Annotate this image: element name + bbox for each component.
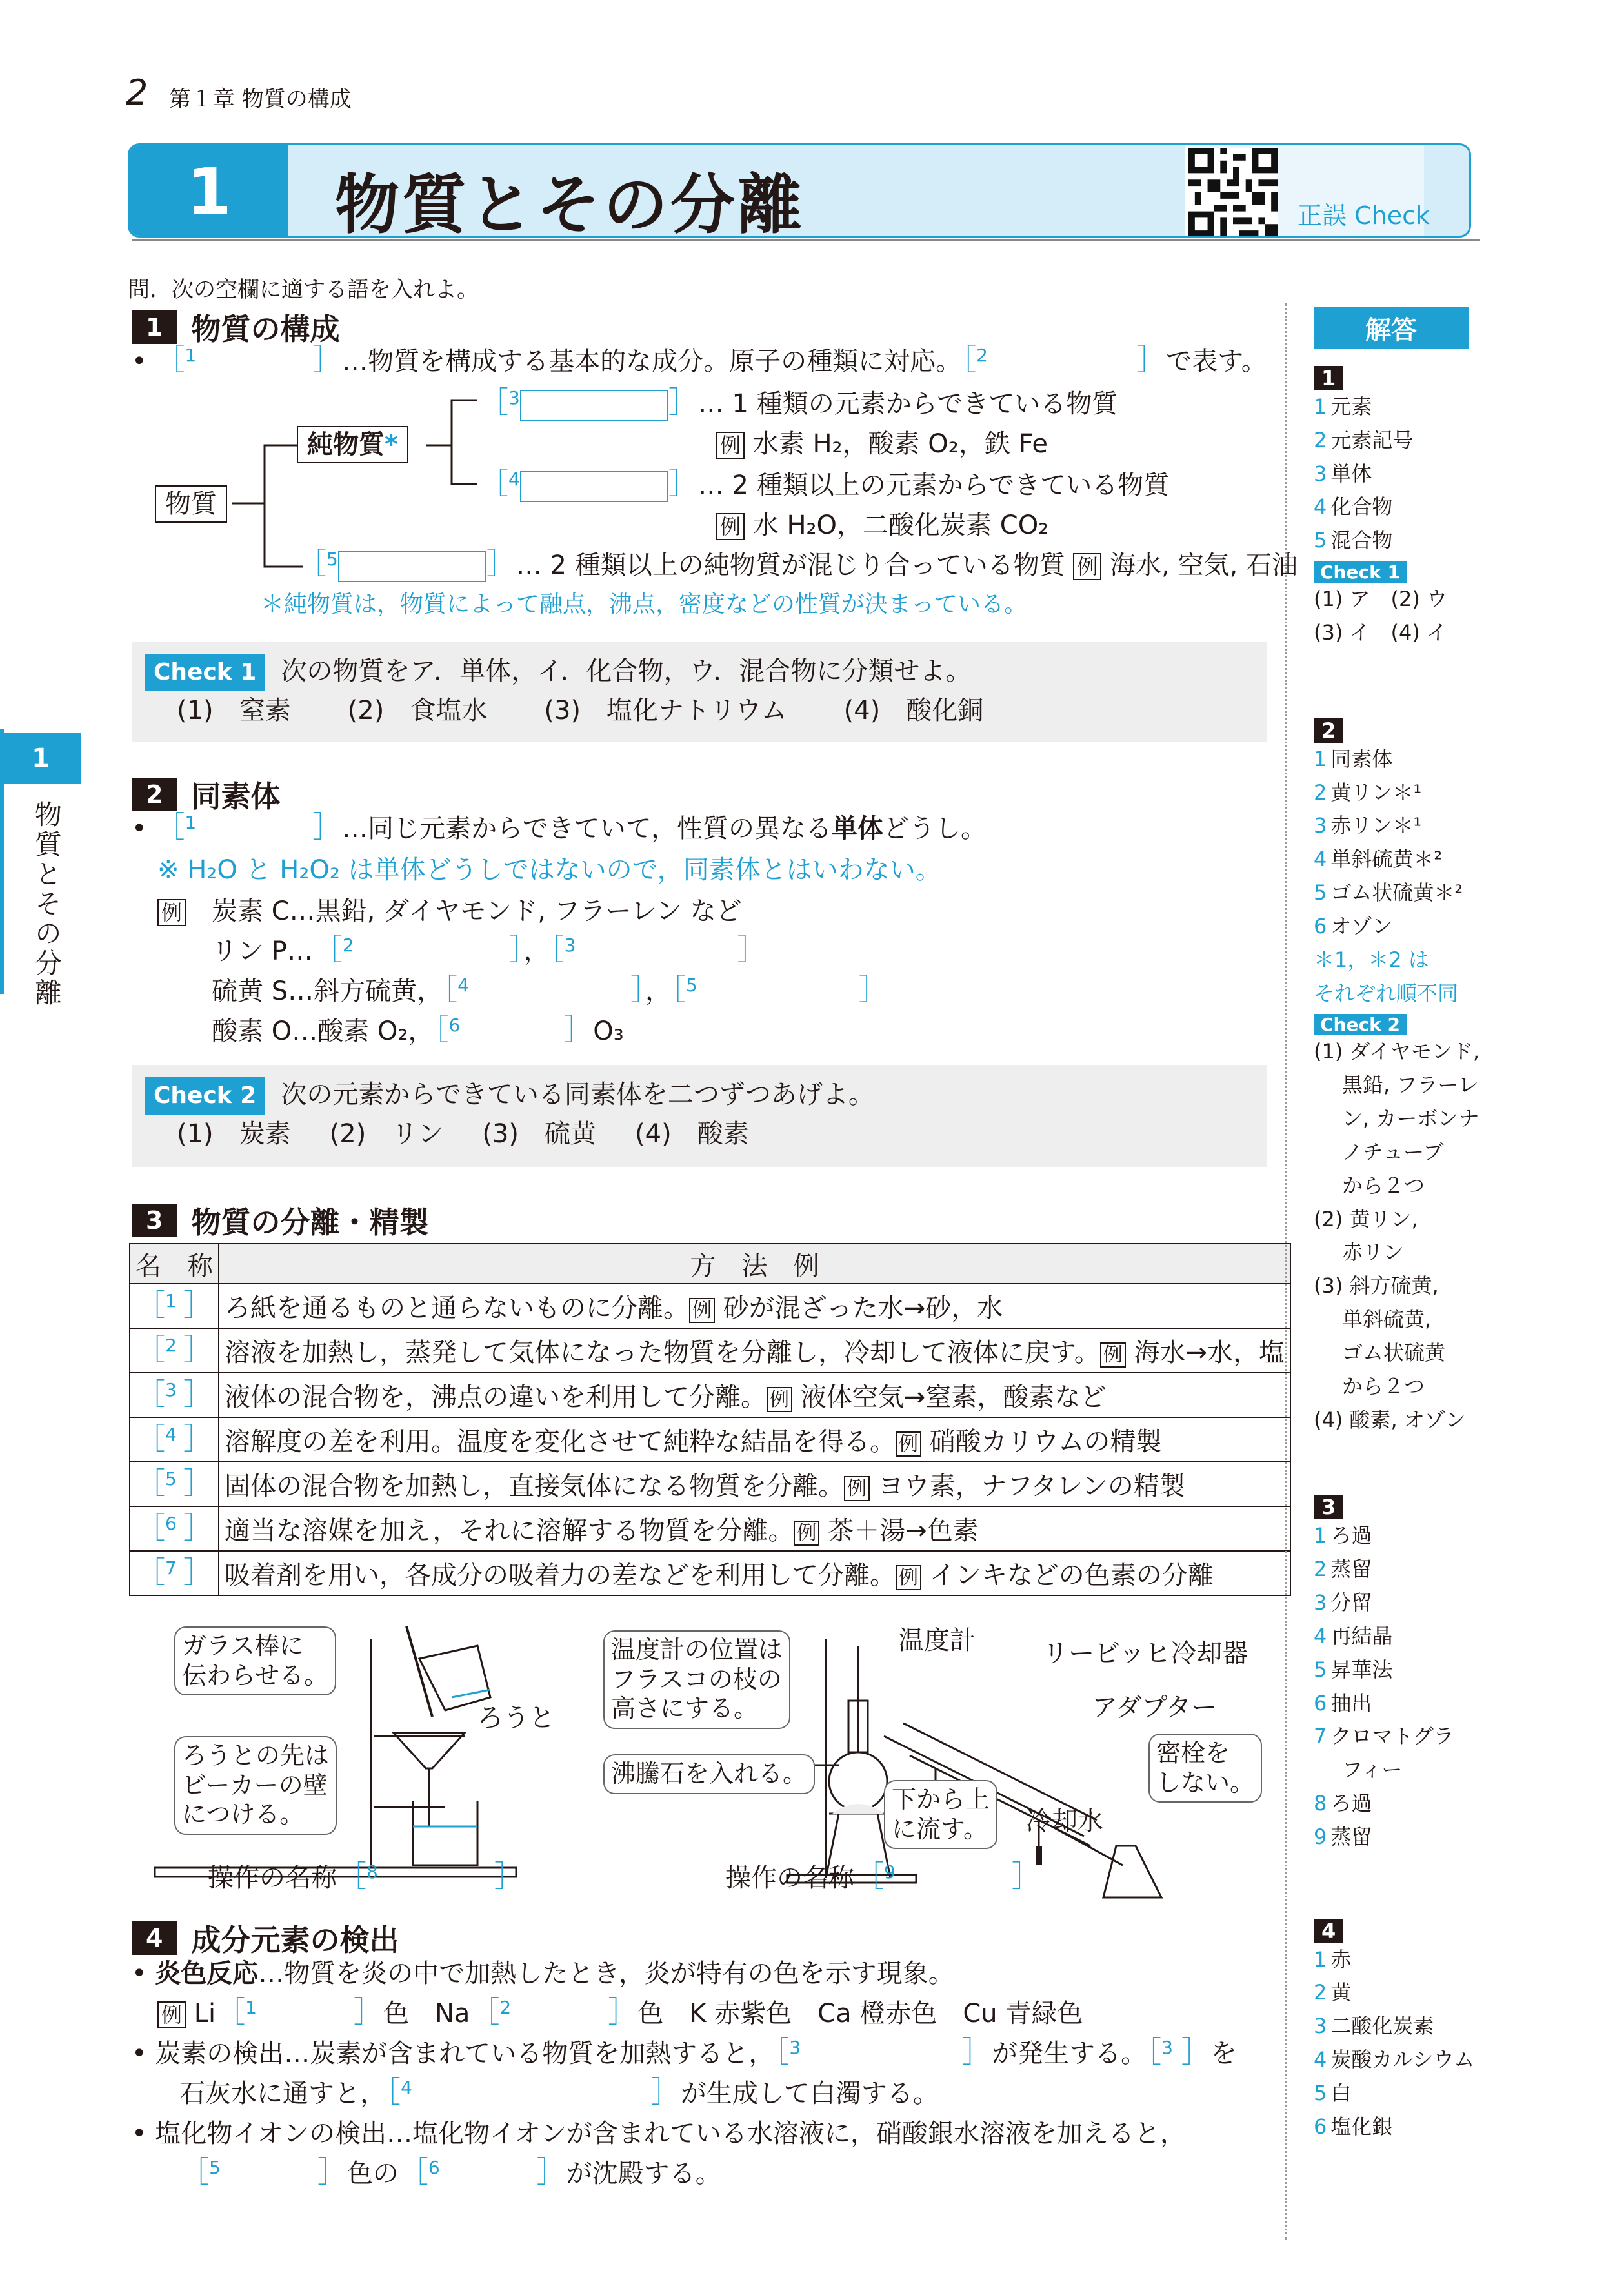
answer-item: 2 元素記号 [1314, 427, 1414, 452]
check-2-item: (1) 炭素 [177, 1119, 291, 1149]
answer-item: 2 黄リン＊¹ [1314, 780, 1422, 805]
answer-check-1: Check 1 [1314, 561, 1407, 583]
s2-ex-p: リン P…［$^2$ ］，［$^3$ ］ [212, 932, 767, 967]
blank-cell: ［$^7$ ］ [130, 1551, 219, 1595]
s4-chloride-1: • 塩化物イオンの検出…塩化物イオンが含まれている水溶液に，硝酸銀水溶液を加えると， [132, 2119, 1186, 2149]
answer-item: 3 分留 [1314, 1590, 1372, 1615]
answer-item: 3 赤リン＊¹ [1314, 813, 1422, 838]
answer-item: 2 黄 [1314, 1980, 1352, 2005]
s4-flame-ex: 例 Li［$^1$ ］色 Na［$^2$ ］色 K 赤紫色 Ca 橙赤色 Cu 青緑色 [157, 1994, 1083, 2033]
answer-item: 8 ろ過 [1314, 1790, 1372, 1816]
s4-carbon-1: • 炭素の検出…炭素が含まれている物質を加熱すると，［$^3$ ］が発生する。［$^3$ ］を [132, 2034, 1237, 2069]
s4-flame: • 炎色反応…物質を炎の中で加熱したとき，炎が特有の色を示す現象。 [132, 1959, 954, 1988]
s1-blank3: ［$^3$ ］… 1 種類の元素からできている物質 [479, 385, 1118, 420]
answer-item: 1 ろ過 [1314, 1523, 1372, 1548]
answer-item: 1 元素 [1314, 394, 1372, 419]
qr-code-icon[interactable] [1188, 148, 1278, 237]
section-2-heading: 2 同素体 [132, 773, 280, 816]
answer-item: から２つ [1342, 1173, 1425, 1198]
question-text: 問．次の空欄に適する語を入れよ。 [128, 277, 479, 303]
side-tab-number: 1 [0, 733, 81, 784]
section-3-heading: 3 物質の分離・精製 [132, 1199, 428, 1242]
callout-no-seal: 密栓を しない。 [1148, 1734, 1262, 1803]
section-1-number: 1 [132, 310, 177, 344]
check-1-label: Check 1 [145, 654, 265, 691]
label-thermometer: 温度計 [898, 1626, 976, 1655]
callout-funnel-tip: ろうとの先は ビーカーの壁 につける。 [174, 1736, 337, 1835]
section-4-heading: 4 成分元素の検出 [132, 1917, 399, 1959]
title-banner [128, 143, 1471, 238]
answer-check-1b: (3) イ (4) イ [1314, 620, 1448, 645]
check-1-item: (1) 窒素 [177, 696, 291, 725]
s4-chloride-2: ［$^5$ ］色の［$^6$ ］が沈殿する。 [179, 2154, 721, 2189]
answer-item: 単斜硫黄, [1342, 1307, 1432, 1332]
answer-item: 黒鉛, フラーレ [1342, 1073, 1479, 1098]
s1-ex4: 例 水 H₂O，二酸化炭素 CO₂ [716, 506, 1048, 545]
check-1-item: (2) 食塩水 [347, 696, 488, 725]
answer-item: 4 単斜硫黄＊² [1314, 847, 1443, 872]
check-2-label: Check 2 [145, 1077, 265, 1115]
answer-item: 4 炭酸カルシウム [1314, 2047, 1475, 2072]
s1-blank5: ［$^5$ ］… 2 種類以上の純物質が混じり合っている物質 例 海水, 空気, 石油 [297, 546, 1298, 581]
answer-item: 3 二酸化炭素 [1314, 2014, 1434, 2039]
callout-thermometer: 温度計の位置は フラスコの枝の 高さにする。 [603, 1630, 790, 1729]
blank-cell: ［$^6$ ］ [130, 1506, 219, 1551]
check-2-item: (2) リン [329, 1119, 444, 1149]
section-1-title: 物質の構成 [191, 312, 340, 347]
tree-pure: 純物質* [297, 426, 408, 463]
answer-item: 4 化合物 [1314, 494, 1393, 520]
answer-item: 赤リン [1342, 1240, 1405, 1265]
answer-item: 5 白 [1314, 2080, 1352, 2105]
title-text: 物質とその分離 [335, 167, 805, 238]
s2-ex-c: 例 炭素 C…黒鉛, ダイヤモンド, フラーレン など [157, 892, 742, 931]
table-row [130, 1373, 1290, 1417]
check-1-item: (3) 塩化ナトリウム [544, 696, 787, 725]
method-cell: ろ紙を通るものと通らないものに分離。 例 砂が混ざった水→砂，水 [219, 1284, 1290, 1328]
table-row [130, 1417, 1290, 1462]
check-1-box [132, 642, 1267, 742]
callout-glass-rod: ガラス棒に 伝わらせる。 [174, 1626, 336, 1695]
answer-item: (1) ダイヤモンド, [1314, 1039, 1480, 1064]
s2-line1: • ［$^1$ ］…同じ元素からできていて，性質の異なる単体どうし。 [132, 809, 987, 844]
check-link[interactable]: 正誤 Check [1298, 201, 1430, 230]
answer-item: ゴム状硫黄 [1342, 1340, 1446, 1365]
blank-cell: ［$^3$ ］ [130, 1373, 219, 1417]
s1-ex3: 例 水素 H₂，酸素 O₂，鉄 Fe [716, 425, 1048, 463]
s2-ex-o: 酸素 O…酸素 O₂，［$^6$ ］O₃ [212, 1012, 624, 1047]
answer-check-2: Check 2 [1314, 1014, 1407, 1035]
page-number: 2 [126, 72, 148, 113]
title-number: 1 [130, 145, 288, 238]
method-cell: 適当な溶媒を加え，それに溶解する物質を分離。 例 茶＋湯→色素 [219, 1506, 1290, 1551]
label-liebig: リービッヒ冷却器 [1043, 1639, 1248, 1668]
chapter-title: 第１章 物質の構成 [169, 86, 352, 112]
answer-item: (3) 斜方硫黄, [1314, 1273, 1439, 1299]
table-row [130, 1284, 1290, 1328]
answer-item: フィー [1342, 1757, 1403, 1783]
answer-item: ン, カーボンナ [1342, 1106, 1479, 1131]
answer-item: (4) 酸素, オゾン [1314, 1407, 1466, 1432]
tree-root: 物質 [155, 485, 227, 523]
callout-boiling-stone: 沸騰石を入れる。 [603, 1754, 815, 1794]
blank-cell: ［$^4$ ］ [130, 1417, 219, 1462]
answer-item: 5 混合物 [1314, 528, 1393, 553]
operation-9: 操作の名称［$^9$ ］ [725, 1859, 1041, 1894]
table-row [130, 1328, 1290, 1373]
answer-column: 解答 1 1 元素 2 元素記号 3 単体 4 化合物 5 混合物 Check 1 (1) ア (2) ウ (3) イ (4) イ 2 1 同素体 2 黄リン＊¹ 3 赤リン＊¹ 4 単斜硫黄＊² 5 ゴム状硫黄＊² 6 オゾン ＊1，＊2 は それぞれ順不同 Check 2 (1) ダイヤモンド, 黒鉛, フラーレ ン, カーボンナ ノチューブ から２つ (2) 黄リン, 赤リン (3) 斜方硫黄, 単斜硫黄, ゴム状硫黄 から２つ (4) 酸素, オゾン 3 1 ろ過 2 蒸留 3 分留 4 再結晶 5 昇華法 6 抽出 7 クロマトグラ フィー 8 ろ過 9 蒸留 4 1 赤 2 黄 3 二酸化炭素 4 炭酸カルシウム 5 白 6 塩化銀 [1314, 307, 1469, 2144]
check-2-item: (3) 硫黄 [482, 1119, 597, 1149]
label-cooling-water: 冷却水 [1026, 1806, 1103, 1836]
table-row [130, 1551, 1290, 1595]
answer-item: 4 再結晶 [1314, 1623, 1393, 1648]
check-2-question: 次の元素からできている同素体を二つずつあげよ。 [281, 1080, 874, 1109]
answer-item: 5 昇華法 [1314, 1657, 1393, 1682]
s2-ex-s: 硫黄 S…斜方硫黄，［$^4$ ］，［$^5$ ］ [212, 972, 888, 1007]
label-adapter: アダプター [1092, 1693, 1218, 1723]
answer-check-1a: (1) ア (2) ウ [1314, 587, 1448, 612]
s1-line1: • ［$^1$ ］…物質を構成する基本的な成分。原子の種類に対応。［$^2$ ］で表す。 [132, 342, 1267, 377]
label-funnel: ろうと [477, 1703, 555, 1733]
answer-item: 1 赤 [1314, 1947, 1352, 1972]
table-header: 名 称 方 法 例 [130, 1244, 1290, 1284]
answer-item: 9 蒸留 [1314, 1824, 1372, 1849]
answer-item: 5 ゴム状硫黄＊² [1314, 880, 1463, 905]
s1-blank4: ［$^4$ ］… 2 種類以上の元素からできている物質 [479, 466, 1170, 501]
method-cell: 液体の混合物を，沸点の違いを利用して分離。 例 液体空気→窒素，酸素など [219, 1373, 1290, 1417]
method-cell: 固体の混合物を加熱し，直接気体になる物質を分離。 例 ヨウ素，ナフタレンの精製 [219, 1462, 1290, 1506]
check-1-question: 次の物質をア．単体，イ．化合物，ウ．混合物に分類せよ。 [281, 656, 972, 686]
blank-cell: ［$^5$ ］ [130, 1462, 219, 1506]
table-row [130, 1506, 1290, 1551]
callout-water-flow: 下から上 に流す。 [884, 1780, 997, 1849]
blank-cell: ［$^1$ ］ [130, 1284, 219, 1328]
s4-carbon-2: 石灰水に通すと，［$^4$ ］が生成して白濁する。 [179, 2074, 939, 2109]
separation-table [129, 1243, 1291, 1596]
answer-item: から２つ [1342, 1373, 1425, 1399]
s2-note: ※ H₂O と H₂O₂ は単体どうしではないので，同素体とはいわない。 [157, 855, 941, 885]
answer-divider [1285, 303, 1287, 2240]
check-2-item: (4) 酸素 [635, 1119, 749, 1149]
answer-item: 3 単体 [1314, 461, 1372, 486]
s1-note: ＊純物質は，物質によって融点，沸点，密度などの性質が決まっている。 [261, 591, 1028, 618]
blank-cell: ［$^2$ ］ [130, 1328, 219, 1373]
answer-item: 6 塩化銀 [1314, 2114, 1393, 2139]
check-1-item: (4) 酸化銅 [843, 696, 984, 725]
side-tab-text: 物質とその分離 [31, 800, 63, 1008]
answer-item: (2) 黄リン, [1314, 1206, 1418, 1231]
answer-header: 解答 [1314, 307, 1469, 349]
method-cell: 吸着剤を用い，各成分の吸着力の差などを利用して分離。 例 インキなどの色素の分離 [219, 1551, 1290, 1595]
answer-note: ＊1，＊2 は [1314, 947, 1429, 972]
operation-8: 操作の名称［$^8$ ］ [208, 1859, 524, 1894]
answer-item: 6 抽出 [1314, 1690, 1372, 1715]
method-cell: 溶液を加熱し，蒸発して気体になった物質を分離し，冷却して液体に戻す。 例 海水→水，塩 [219, 1328, 1290, 1373]
answer-item: 7 クロマトグラ [1314, 1724, 1454, 1749]
check-2-box [132, 1065, 1267, 1167]
answer-item: 6 オゾン [1314, 913, 1393, 938]
answer-item: ノチューブ [1342, 1139, 1444, 1164]
answer-note: それぞれ順不同 [1314, 980, 1459, 1006]
answer-item: 2 蒸留 [1314, 1557, 1372, 1582]
table-row [130, 1462, 1290, 1506]
method-cell: 溶解度の差を利用。温度を変化させて純粋な結晶を得る。 例 硝酸カリウムの精製 [219, 1417, 1290, 1462]
answer-item: 1 同素体 [1314, 746, 1393, 771]
